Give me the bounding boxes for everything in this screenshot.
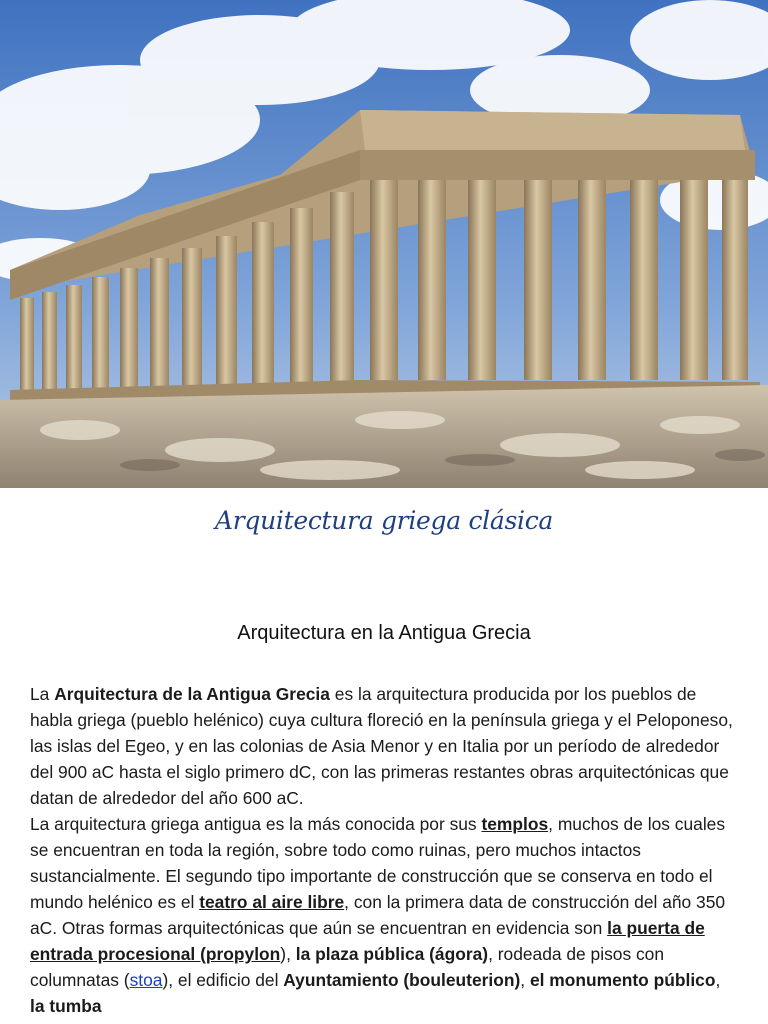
section-heading: Arquitectura en la Antigua Grecia: [237, 622, 531, 644]
link-teatro-al-aire-libre[interactable]: teatro al aire libre: [199, 892, 345, 912]
bold-tumba: la tumba: [30, 996, 102, 1016]
link-stoa[interactable]: stoa: [129, 970, 163, 990]
parthenon-photo: [0, 0, 768, 488]
link-puerta-procesional[interactable]: la puerta de entrada procesional (propylon: [30, 918, 705, 964]
bold-monumento: el monumento público: [529, 970, 716, 990]
body-text: [30, 681, 738, 1019]
paragraph-2: La arquitectura griega antigua es la más conocida por sus templos, muchos de los cuales se encuentran en toda la región, sobre todo como ruinas, pero muchos intactos sustancialmente. El segundo tipo importante de construcción que se conserva en todo el mundo helénico es el teatro al aire libre, con la primera data de construcción del año 350 aC. Otras formas arquitectónicas que aún se encuentran en evidencia son la puerta de entrada procesional (propylon), la plaza pública (ágora), rodeada de pisos con columnatas (stoa), el edificio del Ayuntamiento (bouleuterion), el monumento público, la tumba: [30, 814, 726, 1016]
bold-plaza: la plaza pública (ágora): [295, 944, 489, 964]
bold-ayuntamiento: Ayuntamiento (bouleuterion): [283, 970, 521, 990]
link-templos[interactable]: templos: [481, 814, 549, 834]
bold-term: Arquitectura de la Antigua Grecia: [54, 684, 330, 704]
document-title: Arquitectura griega clásica: [214, 506, 554, 535]
paragraph-1: La Arquitectura de la Antigua Grecia es la arquitectura producida por los pueblos de habla griega (pueblo helénico) cuya cultura floreció en la península griega y el Peloponeso, las islas del Egeo, y en las colonias de Asia Menor y en Italia por un período de alrededor del 900 aC hasta el siglo primero dC, con las primeras restantes obras arquitectónicas que datan de alrededor del año 600 aC.: [30, 684, 733, 808]
